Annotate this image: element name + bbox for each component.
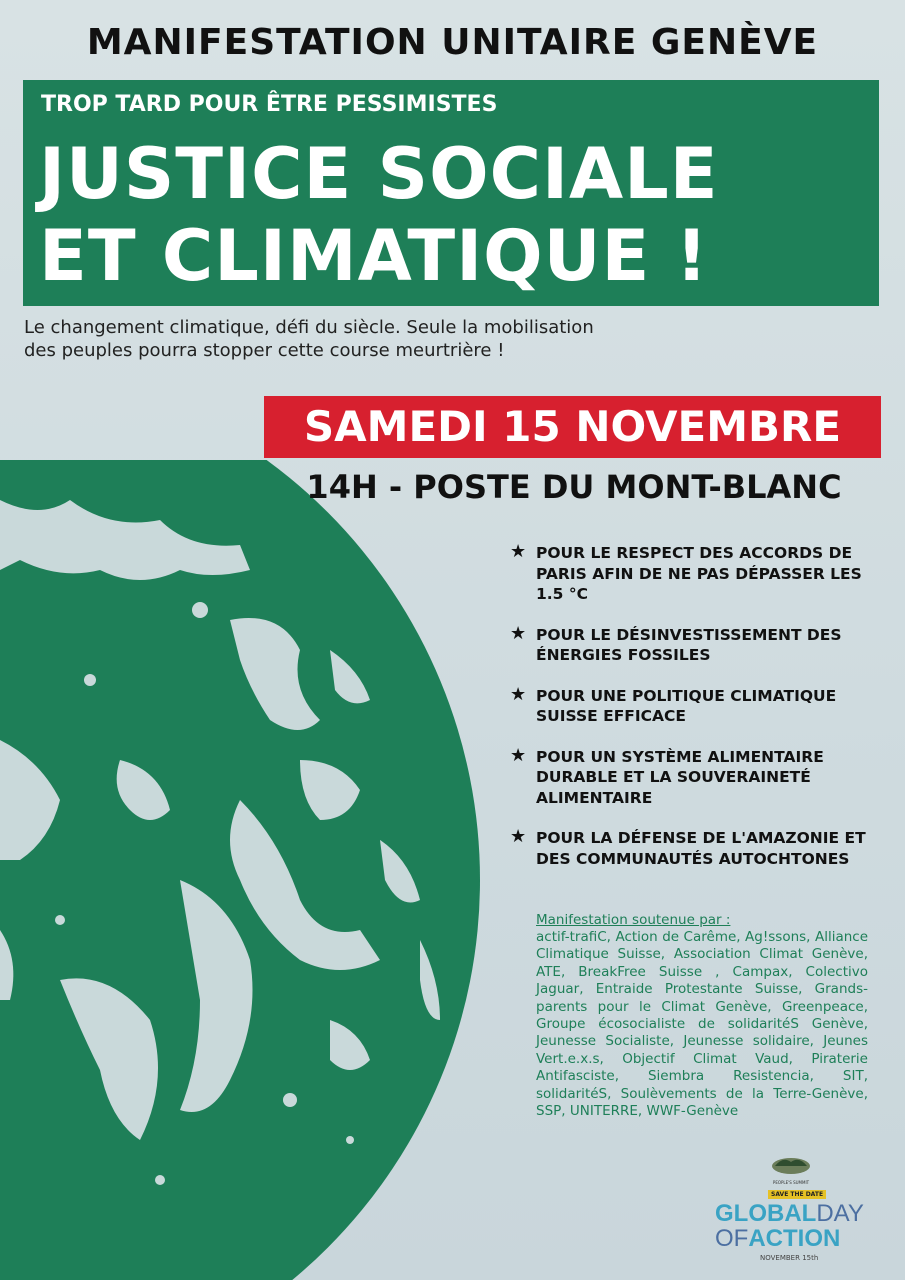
intro-line-2: des peuples pourra stopper cette course meurtrière ! <box>24 340 505 361</box>
intro-line-1: Le changement climatique, défi du siècle. Seule la mobilisation <box>24 317 594 338</box>
demand-item <box>510 744 890 809</box>
peoples-summit-logo <box>770 1154 812 1185</box>
headline-line-1: JUSTICE SOCIALE <box>39 133 719 215</box>
intro-text <box>24 316 704 362</box>
support-heading: Manifestation soutenue par : <box>536 912 731 928</box>
demand-text: POUR LE DÉSINVESTISSEMENT DES ÉNERGIES FOSSILES <box>536 625 842 664</box>
event-date: SAMEDI 15 NOVEMBRE <box>303 402 842 451</box>
demand-item <box>510 622 890 666</box>
banner-subtitle: TROP TARD POUR ÊTRE PESSIMISTES <box>41 92 498 117</box>
demand-text: POUR UN SYSTÈME ALIMENTAIRE DURABLE ET LA SOUVERAINETÉ ALIMENTAIRE <box>536 747 824 807</box>
demand-item <box>510 828 890 869</box>
demand-item <box>510 543 890 605</box>
star-icon: ★ <box>510 683 527 705</box>
gda-global: GLOBAL <box>715 1200 817 1227</box>
event-time-place: 14H - POSTE DU MONT-BLANC <box>306 468 842 506</box>
gda-of: OF <box>715 1225 749 1252</box>
demand-text: POUR LA DÉFENSE DE L'AMAZONIE ET DES COMMUNAUTÉS AUTOCHTONES <box>536 829 866 868</box>
supporters-list: actif-trafiC, Action de Carême, Ag!ssons, Alliance Climatique Suisse, Association Climat Genève, ATE, BreakFree Suisse , Campax, Colectivo Jaguar, Entraide Protestante Suisse, Grands-parents pour le Climat Genève, Greenpeace, Groupe écosocialiste de solidaritéS Genève, Jeunesse Socialiste, Jeunesse solidaire, Jeunes Vert.e.x.s, Objectif Climat Vaud, Piraterie Antifasciste, Siembra Resistencia, SIT, solidaritéS, Soulèvements de la Terre-Genève, SSP, UNITERRE, WWF-Genève <box>536 929 868 1120</box>
demand-text: POUR UNE POLITIQUE CLIMATIQUE SUISSE EFFICACE <box>536 686 837 725</box>
star-icon: ★ <box>510 826 527 847</box>
poster-title: MANIFESTATION UNITAIRE GENÈVE <box>86 22 819 63</box>
star-icon: ★ <box>510 744 527 766</box>
gda-day: DAY <box>816 1200 864 1227</box>
save-the-date-badge: SAVE THE DATE <box>768 1190 826 1199</box>
global-day-logo-line-2 <box>715 1226 840 1252</box>
star-icon: ★ <box>510 541 527 562</box>
demands-list <box>510 543 890 889</box>
gda-action: ACTION <box>748 1225 841 1252</box>
summit-name: PEOPLE'S SUMMIT <box>772 1180 810 1185</box>
star-icon: ★ <box>510 622 527 644</box>
demand-text: POUR LE RESPECT DES ACCORDS DE PARIS AFIN DE NE PAS DÉPASSER LES 1.5 °C <box>536 544 862 603</box>
headline-line-2: ET CLIMATIQUE ! <box>39 215 709 297</box>
summit-emblem-icon <box>771 1154 811 1176</box>
gda-date: NOVEMBER 15th <box>760 1254 819 1262</box>
globe-illustration <box>0 460 560 1280</box>
global-day-logo-line-1 <box>715 1202 864 1226</box>
demand-item <box>510 683 890 727</box>
